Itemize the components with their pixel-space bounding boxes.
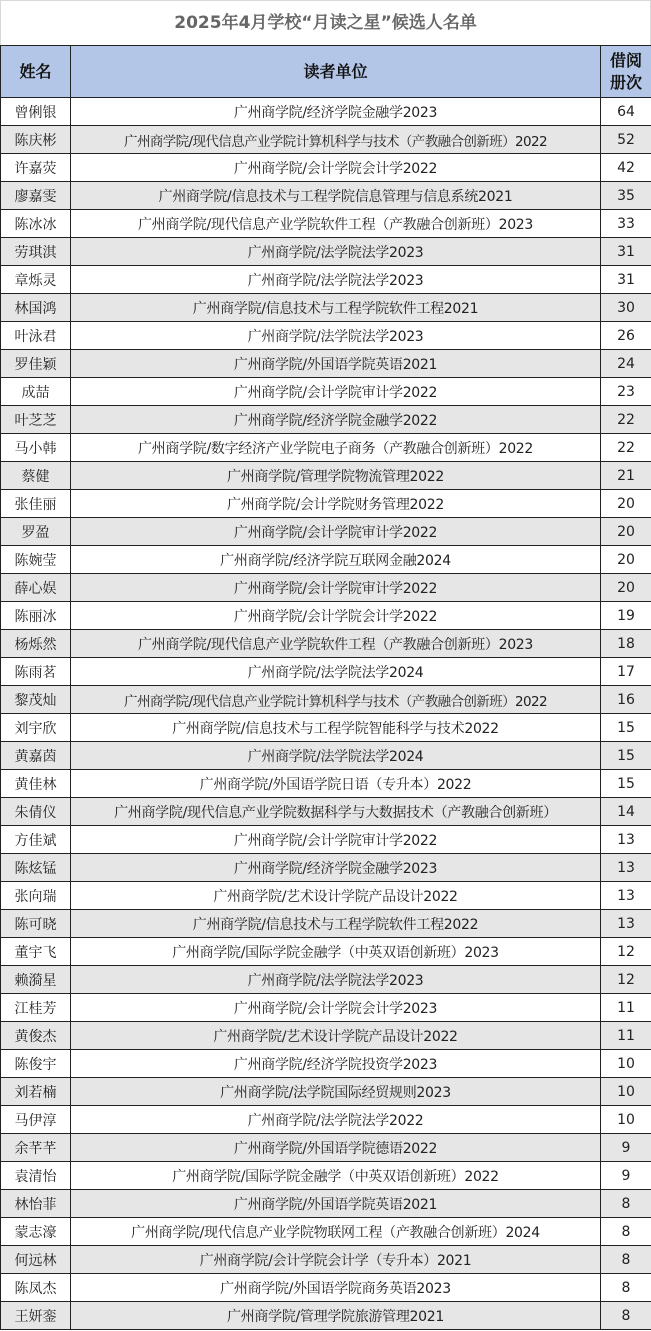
table-row bbox=[1, 742, 651, 770]
table-row bbox=[1, 126, 651, 154]
table-row bbox=[1, 434, 651, 462]
cell-name: 黄佳林 bbox=[1, 770, 71, 798]
cell-unit: 广州商学院/信息技术与工程学院信息管理与信息系统2021 bbox=[71, 182, 601, 210]
table-row bbox=[1, 1162, 651, 1190]
cell-count: 20 bbox=[601, 546, 651, 574]
cell-name: 陈可晓 bbox=[1, 910, 71, 938]
table-row bbox=[1, 322, 651, 350]
cell-name: 刘若楠 bbox=[1, 1078, 71, 1106]
cell-unit: 广州商学院/现代信息产业学院软件工程（产教融合创新班）2023 bbox=[71, 630, 601, 658]
cell-count: 13 bbox=[601, 910, 651, 938]
cell-unit: 广州商学院/国际学院金融学（中英双语创新班）2023 bbox=[71, 938, 601, 966]
cell-name: 朱倩仪 bbox=[1, 798, 71, 826]
cell-count: 24 bbox=[601, 350, 651, 378]
cell-count: 8 bbox=[601, 1246, 651, 1274]
cell-unit: 广州商学院/会计学院审计学2022 bbox=[71, 378, 601, 406]
cell-count: 26 bbox=[601, 322, 651, 350]
table-row bbox=[1, 1106, 651, 1134]
cell-unit: 广州商学院/艺术设计学院产品设计2022 bbox=[71, 882, 601, 910]
cell-name: 袁清怡 bbox=[1, 1162, 71, 1190]
cell-name: 蔡健 bbox=[1, 462, 71, 490]
cell-name: 陈俊宇 bbox=[1, 1050, 71, 1078]
cell-name: 马小韩 bbox=[1, 434, 71, 462]
cell-name: 刘宇欣 bbox=[1, 714, 71, 742]
cell-name: 张向瑞 bbox=[1, 882, 71, 910]
cell-count: 30 bbox=[601, 294, 651, 322]
table-row bbox=[1, 546, 651, 574]
cell-count: 13 bbox=[601, 854, 651, 882]
cell-count: 9 bbox=[601, 1162, 651, 1190]
cell-count: 35 bbox=[601, 182, 651, 210]
cell-count: 13 bbox=[601, 826, 651, 854]
cell-count: 10 bbox=[601, 1050, 651, 1078]
cell-unit: 广州商学院/法学院法学2023 bbox=[71, 238, 601, 266]
table-row bbox=[1, 630, 651, 658]
table-row bbox=[1, 210, 651, 238]
cell-unit: 广州商学院/管理学院旅游管理2021 bbox=[71, 1302, 601, 1330]
cell-count: 15 bbox=[601, 742, 651, 770]
cell-count: 20 bbox=[601, 490, 651, 518]
cell-unit: 广州商学院/经济学院互联网金融2024 bbox=[71, 546, 601, 574]
cell-unit: 广州商学院/外国语学院德语2022 bbox=[71, 1134, 601, 1162]
cell-name: 黄嘉茵 bbox=[1, 742, 71, 770]
table-row bbox=[1, 1274, 651, 1302]
cell-unit: 广州商学院/现代信息产业学院物联网工程（产教融合创新班）2024 bbox=[71, 1218, 601, 1246]
cell-unit: 广州商学院/法学院法学2022 bbox=[71, 1106, 601, 1134]
cell-count: 18 bbox=[601, 630, 651, 658]
cell-name: 黄俊杰 bbox=[1, 1022, 71, 1050]
table-row bbox=[1, 1134, 651, 1162]
cell-name: 蒙志濠 bbox=[1, 1218, 71, 1246]
cell-count: 11 bbox=[601, 994, 651, 1022]
cell-count: 20 bbox=[601, 574, 651, 602]
cell-name: 林国鸿 bbox=[1, 294, 71, 322]
cell-unit: 广州商学院/法学院法学2023 bbox=[71, 322, 601, 350]
cell-unit: 广州商学院/外国语学院英语2021 bbox=[71, 1190, 601, 1218]
table-row bbox=[1, 826, 651, 854]
table-row bbox=[1, 770, 651, 798]
cell-unit: 广州商学院/现代信息产业学院计算机科学与技术（产教融合创新班）2022 bbox=[71, 126, 601, 154]
cell-name: 王妍銮 bbox=[1, 1302, 71, 1330]
cell-count: 23 bbox=[601, 378, 651, 406]
cell-unit: 广州商学院/现代信息产业学院数据科学与大数据技术（产教融合创新班） bbox=[71, 798, 601, 826]
cell-unit: 广州商学院/外国语学院商务英语2023 bbox=[71, 1274, 601, 1302]
cell-unit: 广州商学院/经济学院投资学2023 bbox=[71, 1050, 601, 1078]
cell-unit: 广州商学院/管理学院物流管理2022 bbox=[71, 462, 601, 490]
cell-count: 64 bbox=[601, 98, 651, 126]
table-row bbox=[1, 294, 651, 322]
header-count bbox=[601, 46, 651, 98]
cell-unit: 广州商学院/数字经济产业学院电子商务（产教融合创新班）2022 bbox=[71, 434, 601, 462]
cell-name: 董宇飞 bbox=[1, 938, 71, 966]
cell-name: 章烁灵 bbox=[1, 266, 71, 294]
cell-unit: 广州商学院/会计学院会计学（专升本）2021 bbox=[71, 1246, 601, 1274]
cell-count: 42 bbox=[601, 154, 651, 182]
cell-unit: 广州商学院/现代信息产业学院计算机科学与技术（产教融合创新班）2022 bbox=[71, 686, 601, 714]
cell-unit: 广州商学院/现代信息产业学院软件工程（产教融合创新班）2023 bbox=[71, 210, 601, 238]
header-name: 姓名 bbox=[1, 46, 71, 98]
cell-count: 12 bbox=[601, 938, 651, 966]
cell-unit: 广州商学院/外国语学院英语2021 bbox=[71, 350, 601, 378]
table-row bbox=[1, 1190, 651, 1218]
page-title: 2025年4月学校“月读之星”候选人名单 bbox=[0, 0, 651, 45]
cell-name: 陈婉莹 bbox=[1, 546, 71, 574]
table-row bbox=[1, 1022, 651, 1050]
table-row bbox=[1, 1246, 651, 1274]
cell-name: 成喆 bbox=[1, 378, 71, 406]
header-unit: 读者单位 bbox=[71, 46, 601, 98]
table-row bbox=[1, 714, 651, 742]
cell-count: 8 bbox=[601, 1274, 651, 1302]
cell-count: 15 bbox=[601, 770, 651, 798]
cell-count: 10 bbox=[601, 1106, 651, 1134]
cell-unit: 广州商学院/会计学院财务管理2022 bbox=[71, 490, 601, 518]
cell-name: 赖漪星 bbox=[1, 966, 71, 994]
cell-count: 17 bbox=[601, 658, 651, 686]
cell-unit: 广州商学院/经济学院金融学2022 bbox=[71, 406, 601, 434]
cell-count: 21 bbox=[601, 462, 651, 490]
cell-unit: 广州商学院/法学院法学2023 bbox=[71, 966, 601, 994]
header-count-line2: 册次 bbox=[609, 72, 642, 92]
table-row bbox=[1, 602, 651, 630]
cell-name: 余芊芊 bbox=[1, 1134, 71, 1162]
table-row bbox=[1, 882, 651, 910]
table-row bbox=[1, 938, 651, 966]
table-row bbox=[1, 1218, 651, 1246]
cell-unit: 广州商学院/外国语学院日语（专升本）2022 bbox=[71, 770, 601, 798]
cell-unit: 广州商学院/会计学院会计学2023 bbox=[71, 994, 601, 1022]
cell-count: 52 bbox=[601, 126, 651, 154]
cell-name: 何远林 bbox=[1, 1246, 71, 1274]
cell-unit: 广州商学院/会计学院审计学2022 bbox=[71, 518, 601, 546]
cell-unit: 广州商学院/法学院法学2024 bbox=[71, 742, 601, 770]
cell-name: 陈炫锰 bbox=[1, 854, 71, 882]
table-row bbox=[1, 350, 651, 378]
cell-name: 陈凤杰 bbox=[1, 1274, 71, 1302]
cell-count: 22 bbox=[601, 406, 651, 434]
table-row bbox=[1, 658, 651, 686]
table-row bbox=[1, 1302, 651, 1330]
cell-count: 22 bbox=[601, 434, 651, 462]
cell-unit: 广州商学院/会计学院审计学2022 bbox=[71, 826, 601, 854]
table-row bbox=[1, 966, 651, 994]
header-count-line1: 借阅 bbox=[609, 50, 642, 70]
cell-unit: 广州商学院/信息技术与工程学院软件工程2022 bbox=[71, 910, 601, 938]
table-row bbox=[1, 378, 651, 406]
cell-name: 罗盈 bbox=[1, 518, 71, 546]
cell-count: 9 bbox=[601, 1134, 651, 1162]
cell-count: 15 bbox=[601, 714, 651, 742]
table-row bbox=[1, 574, 651, 602]
cell-unit: 广州商学院/法学院国际经贸规则2023 bbox=[71, 1078, 601, 1106]
cell-unit: 广州商学院/经济学院金融学2023 bbox=[71, 854, 601, 882]
table-row bbox=[1, 266, 651, 294]
cell-count: 11 bbox=[601, 1022, 651, 1050]
cell-unit: 广州商学院/会计学院会计学2022 bbox=[71, 154, 601, 182]
cell-name: 廖嘉雯 bbox=[1, 182, 71, 210]
cell-unit: 广州商学院/法学院法学2023 bbox=[71, 266, 601, 294]
cell-name: 陈雨茗 bbox=[1, 658, 71, 686]
table-row bbox=[1, 854, 651, 882]
table-row bbox=[1, 1078, 651, 1106]
cell-name: 陈庆彬 bbox=[1, 126, 71, 154]
cell-name: 杨烁然 bbox=[1, 630, 71, 658]
table-row bbox=[1, 994, 651, 1022]
table-row bbox=[1, 406, 651, 434]
table-row bbox=[1, 238, 651, 266]
cell-unit: 广州商学院/信息技术与工程学院智能科学与技术2022 bbox=[71, 714, 601, 742]
cell-count: 31 bbox=[601, 266, 651, 294]
cell-unit: 广州商学院/国际学院金融学（中英双语创新班）2022 bbox=[71, 1162, 601, 1190]
cell-count: 19 bbox=[601, 602, 651, 630]
candidate-table bbox=[0, 45, 651, 1330]
cell-name: 薛心娱 bbox=[1, 574, 71, 602]
table-header-row bbox=[1, 46, 651, 98]
cell-unit: 广州商学院/艺术设计学院产品设计2022 bbox=[71, 1022, 601, 1050]
table-row bbox=[1, 798, 651, 826]
cell-name: 叶芝芝 bbox=[1, 406, 71, 434]
cell-count: 16 bbox=[601, 686, 651, 714]
cell-name: 方佳斌 bbox=[1, 826, 71, 854]
cell-count: 10 bbox=[601, 1078, 651, 1106]
cell-count: 31 bbox=[601, 238, 651, 266]
table-row bbox=[1, 910, 651, 938]
cell-unit: 广州商学院/经济学院金融学2023 bbox=[71, 98, 601, 126]
cell-name: 许嘉荧 bbox=[1, 154, 71, 182]
table-row bbox=[1, 182, 651, 210]
cell-name: 劳琪淇 bbox=[1, 238, 71, 266]
cell-name: 黎茂灿 bbox=[1, 686, 71, 714]
table-row bbox=[1, 490, 651, 518]
cell-name: 张佳丽 bbox=[1, 490, 71, 518]
cell-count: 12 bbox=[601, 966, 651, 994]
cell-unit: 广州商学院/信息技术与工程学院软件工程2021 bbox=[71, 294, 601, 322]
cell-name: 陈冰冰 bbox=[1, 210, 71, 238]
cell-name: 陈丽冰 bbox=[1, 602, 71, 630]
cell-name: 曾俐银 bbox=[1, 98, 71, 126]
cell-count: 8 bbox=[601, 1302, 651, 1330]
cell-count: 8 bbox=[601, 1190, 651, 1218]
table-row bbox=[1, 462, 651, 490]
table-row bbox=[1, 1050, 651, 1078]
cell-unit: 广州商学院/会计学院会计学2022 bbox=[71, 602, 601, 630]
cell-name: 罗佳颖 bbox=[1, 350, 71, 378]
cell-unit: 广州商学院/会计学院审计学2022 bbox=[71, 574, 601, 602]
cell-name: 江桂芳 bbox=[1, 994, 71, 1022]
cell-count: 13 bbox=[601, 882, 651, 910]
cell-name: 林怡菲 bbox=[1, 1190, 71, 1218]
cell-count: 20 bbox=[601, 518, 651, 546]
table-row bbox=[1, 154, 651, 182]
cell-count: 33 bbox=[601, 210, 651, 238]
cell-unit: 广州商学院/法学院法学2024 bbox=[71, 658, 601, 686]
table-row bbox=[1, 686, 651, 714]
cell-name: 叶泳君 bbox=[1, 322, 71, 350]
cell-count: 14 bbox=[601, 798, 651, 826]
cell-name: 马伊淳 bbox=[1, 1106, 71, 1134]
table-row bbox=[1, 518, 651, 546]
table-row bbox=[1, 98, 651, 126]
cell-count: 8 bbox=[601, 1218, 651, 1246]
